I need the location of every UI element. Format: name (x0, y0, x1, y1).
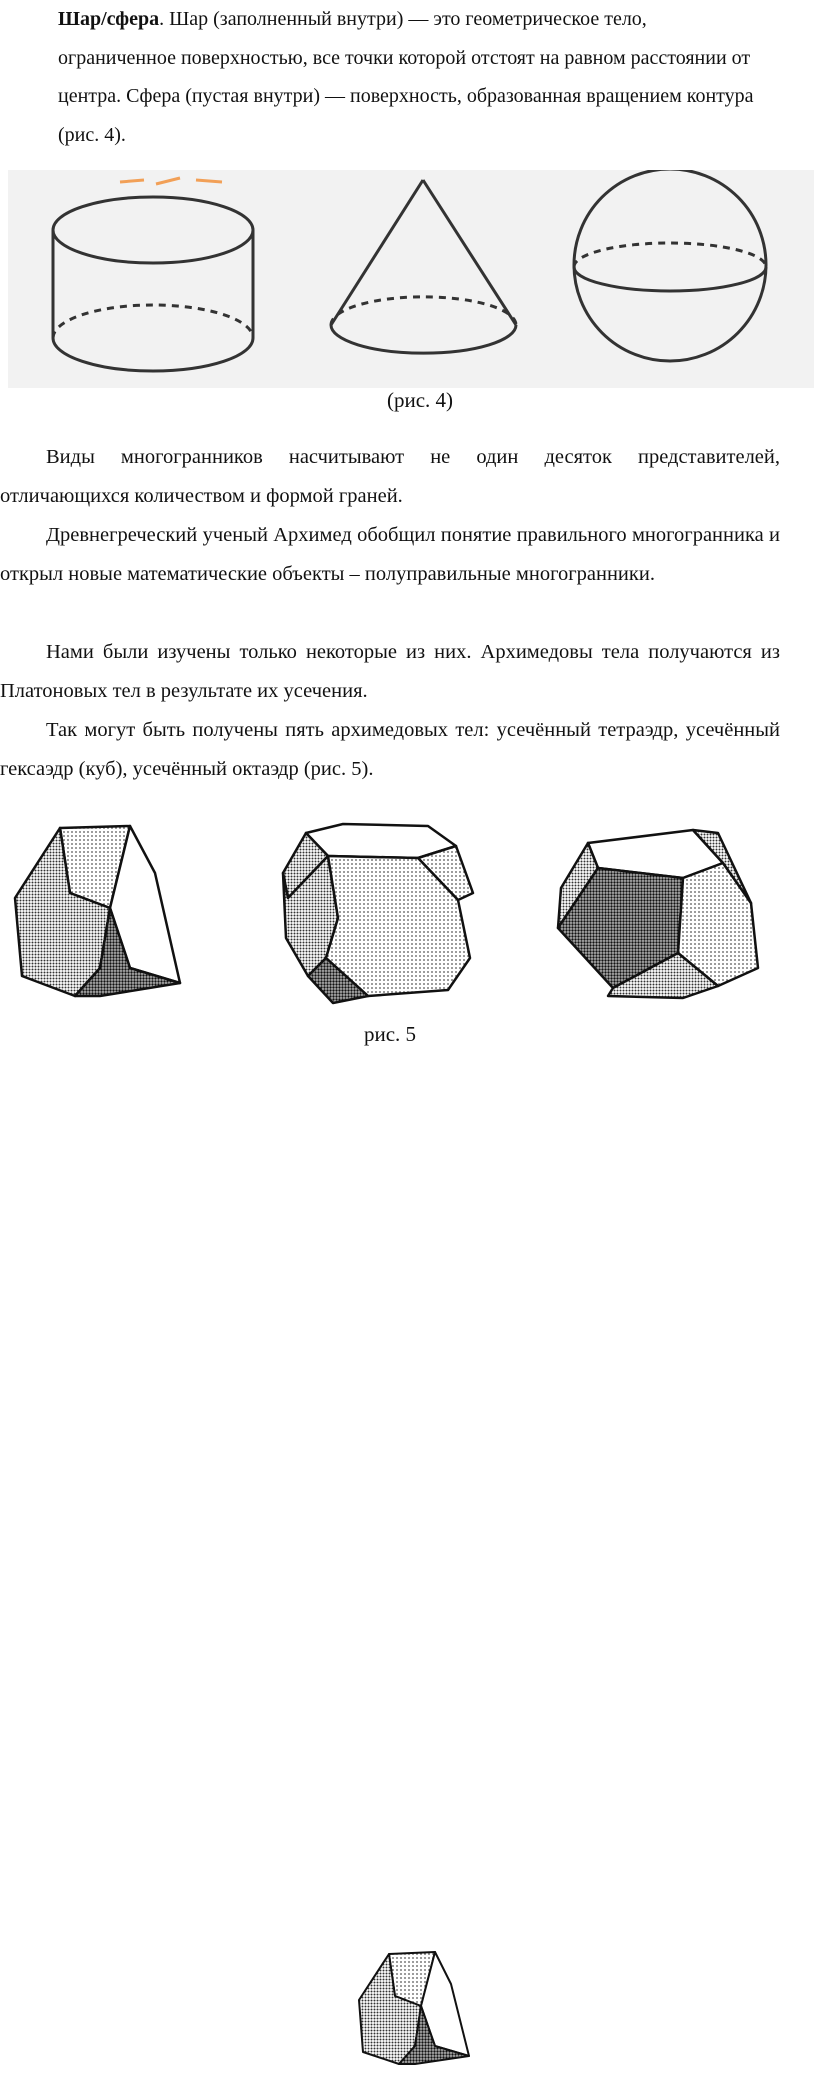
intro-text: . Шар (заполненный внутри) — это геометрическое тело, ограниченное поверхностью, все точки которой отстоят на равном расстоянии от центра. Сфера (пустая внутри) — поверхность, образованная вращением контура (рис. 4). (58, 8, 754, 146)
figure-4 (8, 170, 814, 388)
paragraph-3: Нами были изучены только некоторые из них. Архимедовы тела получаются из Платоновых тел в результате их усечения. (0, 641, 780, 702)
cylinder-drawing (53, 197, 253, 371)
cone-drawing (331, 180, 516, 353)
paragraph-2: Древнегреческий ученый Архимед обобщил понятие правильного многогранника и открыл новые математические объекты – полуправильные многогранники. (0, 524, 780, 585)
paragraph-4: Так могут быть получены пять архимедовых тел: усечённый тетраэдр, усечённый гексаэдр (куб), усечённый октаэдр (рис. 5). (0, 719, 780, 780)
figure-5-caption: рис. 5 (363, 1022, 417, 1046)
truncated-tetrahedron-drawing (10, 818, 185, 1008)
figure-4-caption: (рис. 4) (386, 388, 454, 412)
paragraph-1: Виды многогранников насчитывают не один десяток представителей, отличающихся количеством и формой граней. (0, 446, 780, 507)
figure-4-drawing (8, 170, 814, 388)
intro-paragraph (58, 0, 758, 154)
sphere-drawing (574, 170, 766, 361)
term-ball-sphere: Шар/сфера (58, 8, 160, 30)
truncated-tetrahedron-small-drawing (355, 1948, 475, 2072)
orange-marks (120, 178, 222, 184)
truncated-cube-drawing (278, 818, 478, 1008)
truncated-octahedron-drawing (553, 818, 768, 1008)
